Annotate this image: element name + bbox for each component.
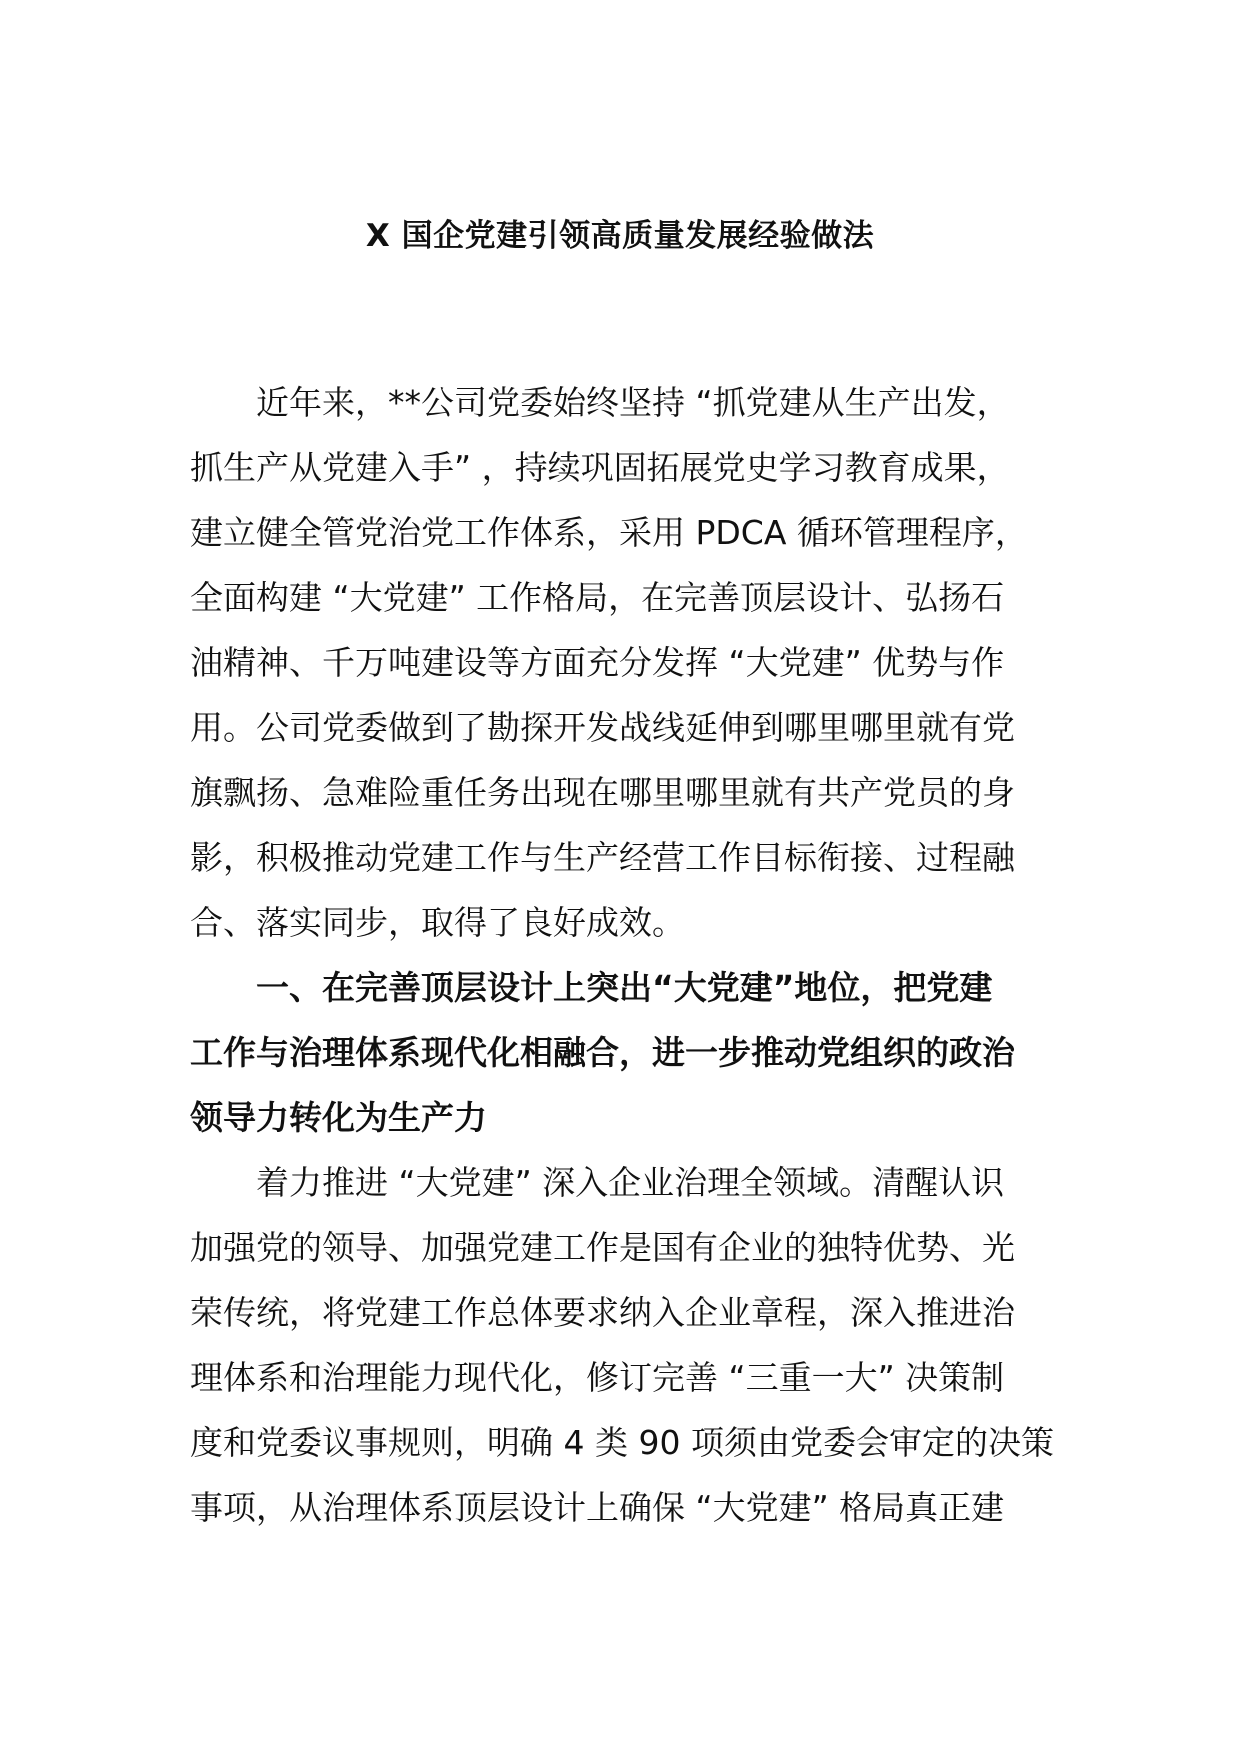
- paragraph-line: 合、落实同步，取得了良好成效。: [190, 903, 685, 942]
- paragraph-line: 着力推进 “大党建” 深入企业治理全领域。清醒认识: [256, 1163, 1005, 1202]
- paragraph-line: 旗飘扬、急难险重任务出现在哪里哪里就有共产党员的身: [190, 773, 1015, 812]
- paragraph-line: 全面构建 “大党建” 工作格局，在完善顶层设计、弘扬石: [190, 578, 1005, 617]
- paragraph-line: 用。公司党委做到了勘探开发战线延伸到哪里哪里就有党: [190, 708, 1015, 747]
- paragraph-line: 建立健全管党治党工作体系，采用 PDCA 循环管理程序，: [190, 513, 1028, 552]
- paragraph-line: 加强党的领导、加强党建工作是国有企业的独特优势、光: [190, 1228, 1015, 1267]
- heading-line: 工作与治理体系现代化相融合，进一步推动党组织的政治: [190, 1033, 1015, 1072]
- paragraph-line: 理体系和治理能力现代化，修订完善 “三重一大” 决策制: [190, 1358, 1005, 1397]
- heading-line: 一、在完善顶层设计上突出“大党建”地位，把党建: [256, 968, 993, 1007]
- paragraph-line: 事项，从治理体系顶层设计上确保 “大党建” 格局真正建: [190, 1488, 1005, 1527]
- paragraph-line: 近年来，**公司党委始终坚持 “抓党建从生产出发，: [256, 383, 1010, 422]
- section-heading: [190, 955, 1060, 1150]
- paragraph-line: 荣传统，将党建工作总体要求纳入企业章程，深入推进治: [190, 1293, 1015, 1332]
- document-title: X 国企党建引领高质量发展经验做法: [365, 218, 875, 254]
- section-paragraph: [190, 1150, 1060, 1540]
- paragraph-line: 油精神、千万吨建设等方面充分发挥 “大党建” 优势与作: [190, 643, 1005, 682]
- intro-paragraph: [190, 370, 1060, 955]
- document-body: [190, 370, 1060, 1540]
- heading-line: 领导力转化为生产力: [190, 1098, 487, 1137]
- paragraph-line: 影，积极推动党建工作与生产经营工作目标衔接、过程融: [190, 838, 1015, 877]
- paragraph-line: 抓生产从党建入手” ，持续巩固拓展党史学习教育成果，: [190, 448, 1010, 487]
- paragraph-line: 度和党委议事规则，明确 4 类 90 项须由党委会审定的决策: [190, 1423, 1054, 1462]
